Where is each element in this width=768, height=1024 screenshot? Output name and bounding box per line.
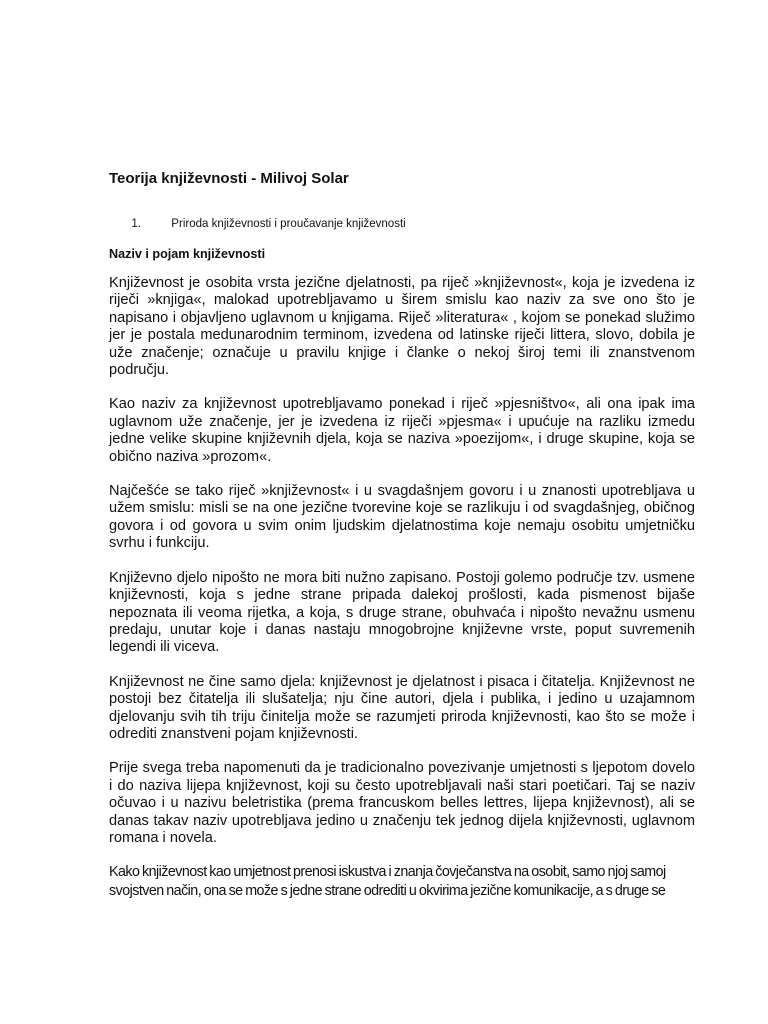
document-title: Teorija književnosti - Milivoj Solar bbox=[109, 170, 349, 187]
paragraph-3: Najčešće se tako riječ »književnost« i u svagdašnjem govoru i u znanosti upotrebljava u užem smislu: misli se na one jezične tvorevine koje se razlikuju i od svagdašnjeg, običnog govora i od govora u svim onim ljudskim djelatnostima koje nemaju osobitu umjetničku svrhu i funkciju. bbox=[109, 483, 695, 552]
paragraph-6: Prije svega treba napomenuti da je tradicionalno povezivanje umjetnosti s ljepotom dovelo i do naziva lijepa književnost, koji su često upotrebljavali naši stari poetičari. Taj se naziv očuvao i u nazivu beletristika (prema francuskom belles lettres, lijepa književnost), ali se danas takav naziv upotrebljava jedino u značenju tek jednog dijela književnosti, uglavnom romana i novela. bbox=[109, 760, 695, 846]
section-heading: Naziv i pojam književnosti bbox=[109, 247, 266, 261]
list-item-text: Priroda književnosti i proučavanje književnosti bbox=[171, 216, 406, 230]
paragraph-7-line-1: Kako književnost kao umjetnost prenosi iskustva i znanja čovječanstva na osobit, samo njoj samoj bbox=[109, 864, 666, 881]
document-page bbox=[109, 168, 695, 900]
list-item-number: 1. bbox=[131, 216, 141, 230]
paragraph-2: Kao naziv za književnost upotrebljavamo ponekad i riječ »pjesništvo«, ali ona ipak ima uglavnom uže značenje, jer je izvedena iz riječi »pjesma« i upućuje na razliku izmedu jedne velike skupine književnih djela, koja se naziva »poezijom«, i druge skupine, koja se obično naziva »prozom«. bbox=[109, 396, 695, 465]
paragraph-1: Književnost je osobita vrsta jezične djelatnosti, pa riječ »književnost«, koja je izvedena iz riječi »knjiga«, malokad upotrebljavamo u širem smislu kao naziv za sve ono što je napisano i objavljeno uglavnom u knjigama. Riječ »literatura« , kojom se ponekad služimo jer je postala medunarodnim terminom, izvedena od latinske riječi littera, slovo, dobila je uže značenje; označuje u pravilu knjige i članke o nekoj široj temi ili znanstvenom području. bbox=[109, 275, 695, 379]
paragraph-5: Književnost ne čine samo djela: književnost je djelatnost i pisaca i čitatelja. Književnost ne postoji bez čitatelja ili slušatelja; nju čine autori, djela i publika, i jedino u uzajamnom djelovanju svih tih triju činitelja može se razumjeti priroda književnosti, kao što se može i odrediti znanstveni pojam književnosti. bbox=[109, 673, 695, 742]
numbered-list-item bbox=[109, 215, 654, 231]
paragraph-4: Književno djelo nipošto ne mora biti nužno zapisano. Postoji golemo područje tzv. usmene književnosti, koja s jedne strane pripada dalekoj prošlosti, kada pismenost bijaše nepoznata ili veoma rijetka, a koja, s druge strane, obuhvaća i nipošto nevažnu usmenu predaju, unutar koje i danas nastaju mnogobrojne književne vrste, poput suvremenih legendi ili viceva. bbox=[109, 569, 695, 656]
paragraph-7-line-2: svojstven način, ona se može s jedne strane odrediti u okvirima jezične komunikacije, a s druge se bbox=[109, 882, 666, 899]
paragraph-7 bbox=[109, 863, 695, 900]
